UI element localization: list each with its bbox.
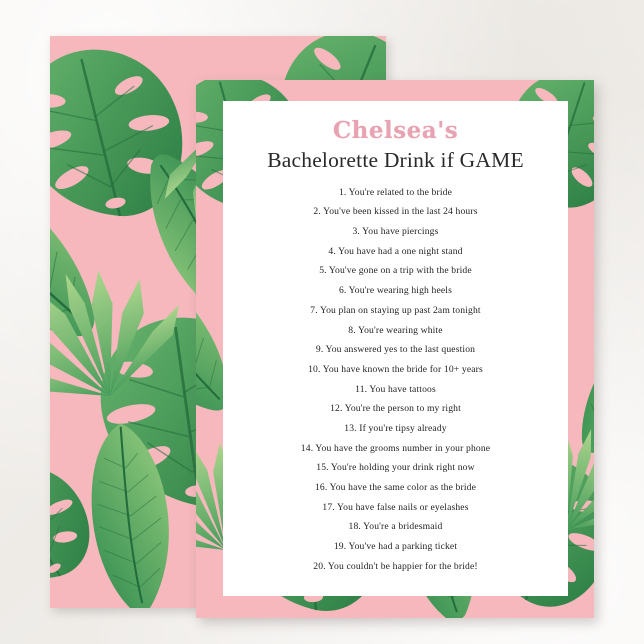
list-item: 18. You're a bridesmaid — [348, 521, 443, 533]
card-content-panel — [223, 101, 568, 596]
list-item: 19. You've had a parking ticket — [333, 541, 458, 553]
game-item-list — [223, 183, 568, 577]
list-item: 4. You have had a one night stand — [328, 245, 463, 257]
list-item: 9. You answered yes to the last question — [315, 344, 476, 356]
list-item: 17. You have false nails or eyelashes — [322, 501, 469, 513]
list-item: 6. You're wearing high heels — [338, 285, 453, 297]
list-item: 7. You plan on staying up past 2am tonight — [310, 304, 481, 316]
list-item: 13. If you're tipsy already — [344, 422, 447, 434]
list-item: 8. You're wearing white — [348, 324, 443, 336]
list-item: 15. You're holding your drink right now — [316, 462, 475, 474]
list-item: 5. You've gone on a trip with the bride — [319, 265, 472, 277]
list-item: 12. You're the person to my right — [330, 403, 461, 415]
card-title: Bachelorette Drink if GAME — [267, 148, 524, 172]
list-item: 1. You're related to the bride — [338, 186, 453, 198]
list-item: 2. You've been kissed in the last 24 hours — [313, 206, 478, 218]
bride-name: Chelsea's — [332, 117, 459, 144]
list-item: 10. You have known the bride for 10+ years — [308, 363, 483, 375]
list-item: 11. You have tattoos — [355, 383, 436, 395]
list-item: 20. You couldn't be happier for the bride! — [313, 560, 478, 572]
card-front[interactable] — [196, 80, 594, 618]
list-item: 3. You have piercings — [352, 226, 439, 238]
list-item: 14. You have the grooms number in your phone — [300, 442, 491, 454]
list-item: 16. You have the same color as the bride — [314, 482, 477, 493]
